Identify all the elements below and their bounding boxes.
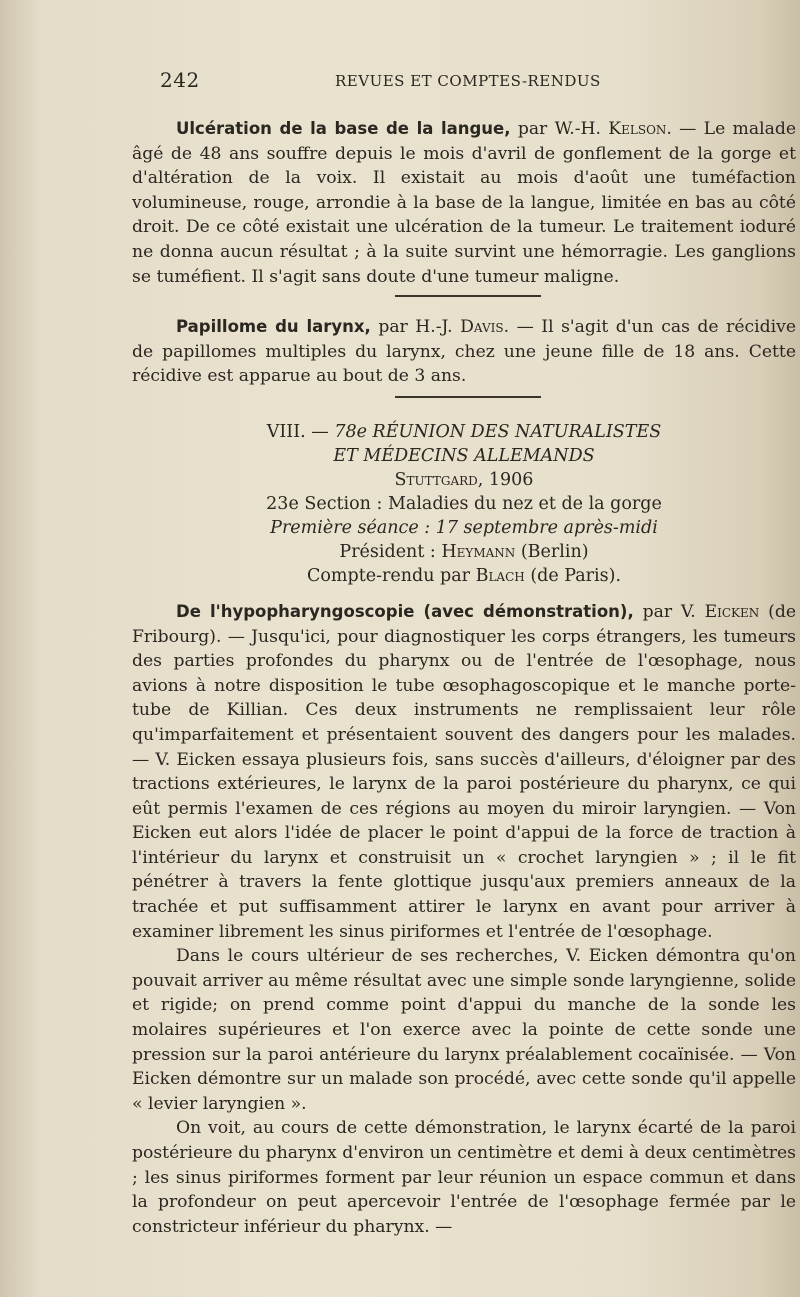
paragraph: On voit, au cours de cette démonstration, le larynx écarté de la paroi postérieure du pharynx d'environ un centimètre et demi à deux centimètres ; les sinus piriformes forment par leur réunion un espace commun et dans la profondeur on peut apercevoir l'entrée de l'œsophage fermée par le constricteur inférieur du pharynx. — (132, 1118, 796, 1237)
running-title: REVUES ET COMPTES-RENDUS (335, 72, 601, 90)
article-kelson: Ulcération de la base de la langue, par W.-H. Kelson. — Le malade âgé de 48 ans souffre depuis le mois d'avril de gonflement de la gorge et d'altération de la voix. Il existait au mois d'août une tuméfaction volumineuse, rouge, arrondie à la base de la langue, limitée en bas au côté droit. De ce côté existait une ulcération de la tumeur. Le traitement ioduré ne donna aucun résultat ; à la suite survint une hémorragie. Les ganglions se tuméfient. Il s'agit sans doute d'une tumeur maligne. (132, 119, 797, 287)
article-text: . — Il s'agit d'un cas de récidive de papillomes multiples du larynx, chez une jeune fille de 18 ans. Cette récidive est apparue au bout de 3 ans. (132, 317, 796, 387)
paragraph: Dans le cours ultérieur de ses recherches, V. Eicken démontra qu'on pouvait arriver au même résultat avec une simple sonde laryngienne, solide et rigide; on prend comme point d'appui du manche de la sonde les molaires supérieures et l'on exerce avec la pointe de cette sonde une pression sur la paroi antérieure du larynx préalablement cocaïnisée. — Von Eicken démontre sur un malade son procédé, avec cette sonde qu'il appelle « levier laryngien ». (132, 946, 796, 1114)
session-date: Première séance : 17 septembre après-midi (270, 517, 658, 538)
author-name: Davis (460, 317, 504, 338)
section-heading: VIII. — 78e RÉUNION DES NATURALISTES ET MÉDECINS ALLEMANDS Stuttgard, 1906 23e Section : Maladies du nez et de la gorge Première séance : 17 septembre après-midi Président : Heymann (Berlin) Compte-rendu par Blach (de Paris). (132, 420, 796, 588)
article-text: . — Le malade âgé de 48 ans souffre depuis le mois d'avril de gonflement de la gorge et d'altération de la voix. Il existait au mois d'août une tuméfaction volumineuse, rouge, arrondie à la base de la langue, limitée en bas au côté droit. De ce côté existait une ulcération de la tumeur. Le traitement ioduré ne donna aucun résultat ; à la suite survint une hémorragie. Les ganglions se tuméfient. Il s'agit sans doute d'une tumeur maligne. (132, 119, 797, 287)
article-title: Papillome du larynx, (176, 317, 371, 337)
article-title: De l'hypopharyngoscopie (avec démonstration), (176, 601, 634, 621)
article-davis: Papillome du larynx, par H.-J. Davis. — Il s'agit d'un cas de récidive de papillomes multiples du larynx, chez une jeune fille de 18 ans. Cette récidive est apparue au bout de 3 ans. (132, 317, 796, 387)
section-number: VIII. — (266, 421, 329, 442)
meeting-place: Stuttgard (394, 469, 478, 490)
page-body (132, 117, 796, 1239)
article-title: Ulcération de la base de la langue, (176, 119, 511, 138)
section-title: 78e RÉUNION DES NATURALISTES (334, 421, 662, 442)
subsection-title: 23e Section : Maladies du nez et de la gorge (266, 493, 662, 514)
page-number: 242 (160, 68, 200, 92)
author-name: Eicken (704, 601, 760, 622)
article-text: (de Fribourg). — Jusqu'ici, pour diagnostiquer les corps étrangers, les tumeurs des parties profondes du pharynx ou de l'entrée de l'œsophage, nous avions à notre disposition le tube œsophagoscopique et le manche porte-tube de Killian. Ces deux instruments ne remplissaient leur rôle qu'imparfaitement et présentaient souvent des dangers pour les malades. — V. Eicken essaya plusieurs fois, sans succès d'ailleurs, d'éloigner par des tractions extérieures, le larynx de la paroi postérieure du pharynx, ce qui eût permis l'examen de ces régions au moyen du miroir laryngien. — Von Eicken eut alors l'idée de placer le point d'appui de la force de traction à l'intérieur du larynx et construisit un « crochet laryngien » ; il le fit pénétrer à travers la fente glottique jusqu'aux premiers anneaux de la trachée et put suffisamment attirer le larynx en avant pour arriver à examiner librement les sinus piriformes et l'entrée de l'œsophage. (132, 601, 796, 942)
reporter-name: Blach (475, 565, 525, 586)
meeting-year: , 1906 (477, 469, 534, 490)
article-eicken: De l'hypopharyngoscopie (avec démonstration), par V. Eicken (de Fribourg). — Jusqu'ici, pour diagnostiquer les corps étrangers, les tumeurs des parties profondes du pharynx ou de l'entrée de l'œsophage, nous avions à notre disposition le tube œsophagoscopique et le manche porte-tube de Killian. Ces deux instruments ne remplissaient leur rôle qu'imparfaitement et présentaient souvent des dangers pour les malades. — V. Eicken essaya plusieurs fois, sans succès d'ailleurs, d'éloigner par des tractions extérieures, le larynx de la paroi postérieure du pharynx, ce qui eût permis l'examen de ces régions au moyen du miroir laryngien. — Von Eicken eut alors l'idée de placer le point d'appui de la force de traction à l'intérieur du larynx et construisit un « crochet laryngien » ; il le fit pénétrer à travers la fente glottique jusqu'aux premiers anneaux de la trachée et put suffisamment attirer le larynx en avant pour arriver à examiner librement les sinus piriformes et l'entrée de l'œsophage. (132, 601, 796, 942)
separator-rule (395, 396, 541, 398)
section-title-line2: ET MÉDECINS ALLEMANDS (333, 445, 595, 466)
separator-rule (395, 295, 541, 297)
president-name: Heymann (441, 541, 516, 562)
author-name: Kelson (608, 119, 667, 139)
